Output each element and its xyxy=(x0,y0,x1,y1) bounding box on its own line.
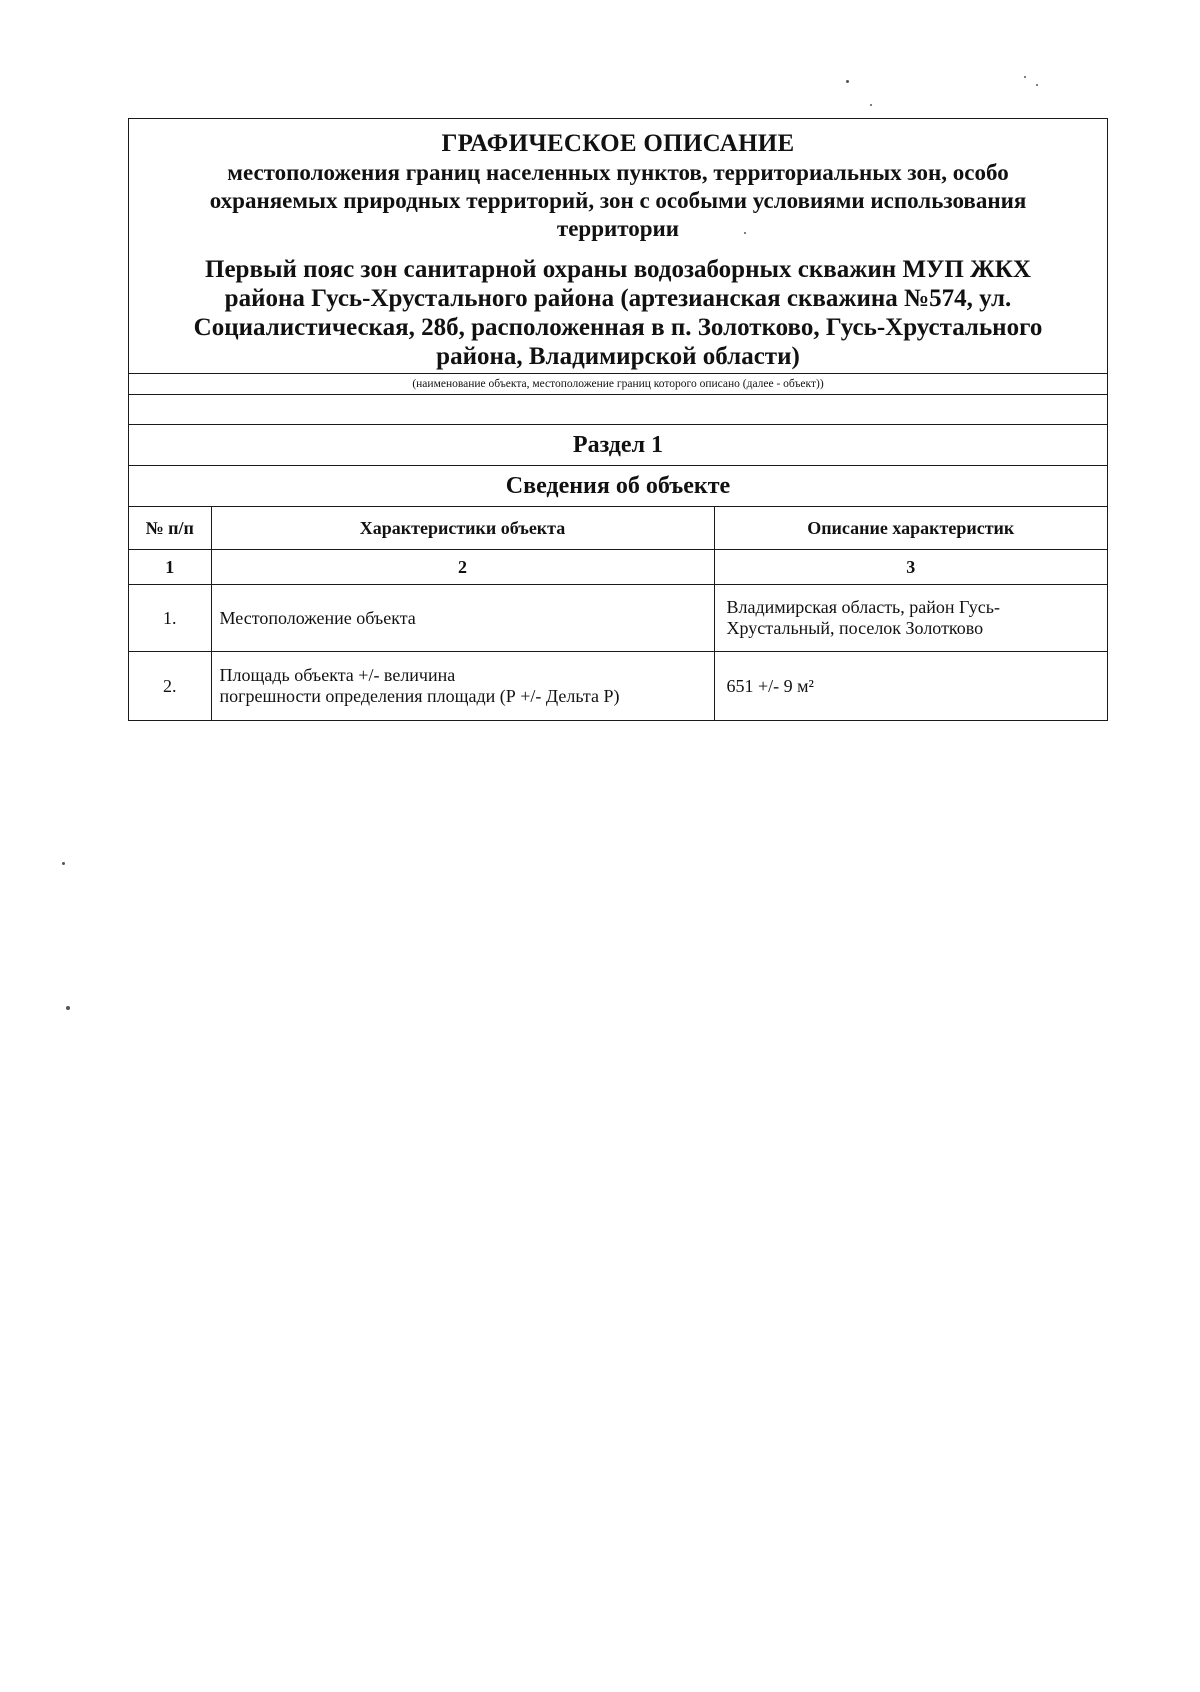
description-line: Владимирская область, район Гусь- xyxy=(726,597,1000,617)
column-number: 2 xyxy=(211,550,714,585)
title-block xyxy=(129,119,1107,373)
row-description xyxy=(714,585,1107,652)
section-label: Раздел 1 xyxy=(129,424,1107,465)
characteristic-line: Площадь объекта +/- величина xyxy=(219,665,456,685)
subtitle-line: местоположения границ населенных пунктов, территориальных зон, особо xyxy=(227,160,1009,185)
section-title: Сведения об объекте xyxy=(129,465,1107,506)
column-number: 1 xyxy=(129,550,211,585)
table-header-row xyxy=(129,507,1107,550)
scan-speck xyxy=(870,104,872,106)
object-name-line: Социалистическая, 28б, расположенная в п. Золотково, Гусь-Хрустального xyxy=(193,314,1043,341)
document-frame xyxy=(128,118,1108,721)
scan-speck xyxy=(1024,76,1026,78)
row-description xyxy=(714,652,1107,721)
document-title: ГРАФИЧЕСКОЕ ОПИСАНИЕ xyxy=(441,130,795,157)
subtitle-line: охраняемых природных территорий, зон с особыми условиями использования xyxy=(209,188,1027,213)
scan-speck xyxy=(846,80,849,83)
column-number-row xyxy=(129,550,1107,585)
scan-speck xyxy=(1036,84,1038,86)
object-caption: (наименование объекта, местоположение границ которого описано (далее - объект)) xyxy=(129,373,1107,394)
row-number: 2. xyxy=(129,652,211,721)
object-name-line: района, Владимирской области) xyxy=(436,343,800,370)
row-characteristic xyxy=(211,652,714,721)
column-number: 3 xyxy=(714,550,1107,585)
table-row xyxy=(129,652,1107,721)
document-subtitle xyxy=(141,159,1095,243)
header-number: № п/п xyxy=(129,507,211,550)
object-name-line: Первый пояс зон санитарной охраны водозаборных скважин МУП ЖКХ xyxy=(205,256,1031,283)
row-number: 1. xyxy=(129,585,211,652)
spacer-row xyxy=(129,394,1107,424)
object-name xyxy=(141,255,1095,371)
subtitle-line: территории xyxy=(556,216,680,241)
description-line: 651 +/- 9 м² xyxy=(726,675,814,696)
table-row xyxy=(129,585,1107,652)
description-line: Хрустальный, поселок Золотково xyxy=(726,618,984,638)
scan-speck xyxy=(62,862,65,865)
scan-speck xyxy=(66,1006,70,1010)
row-characteristic xyxy=(211,585,714,652)
object-info-table xyxy=(129,506,1107,720)
scan-speck xyxy=(744,232,746,234)
characteristic-line: Местоположение объекта xyxy=(219,607,416,628)
object-name-line: района Гусь-Хрустального района (артезианская скважина №574, ул. xyxy=(224,285,1012,312)
header-characteristic: Характеристики объекта xyxy=(211,507,714,550)
characteristic-line: погрешности определения площади (Р +/- Дельта Р) xyxy=(219,686,620,706)
header-description: Описание характеристик xyxy=(714,507,1107,550)
